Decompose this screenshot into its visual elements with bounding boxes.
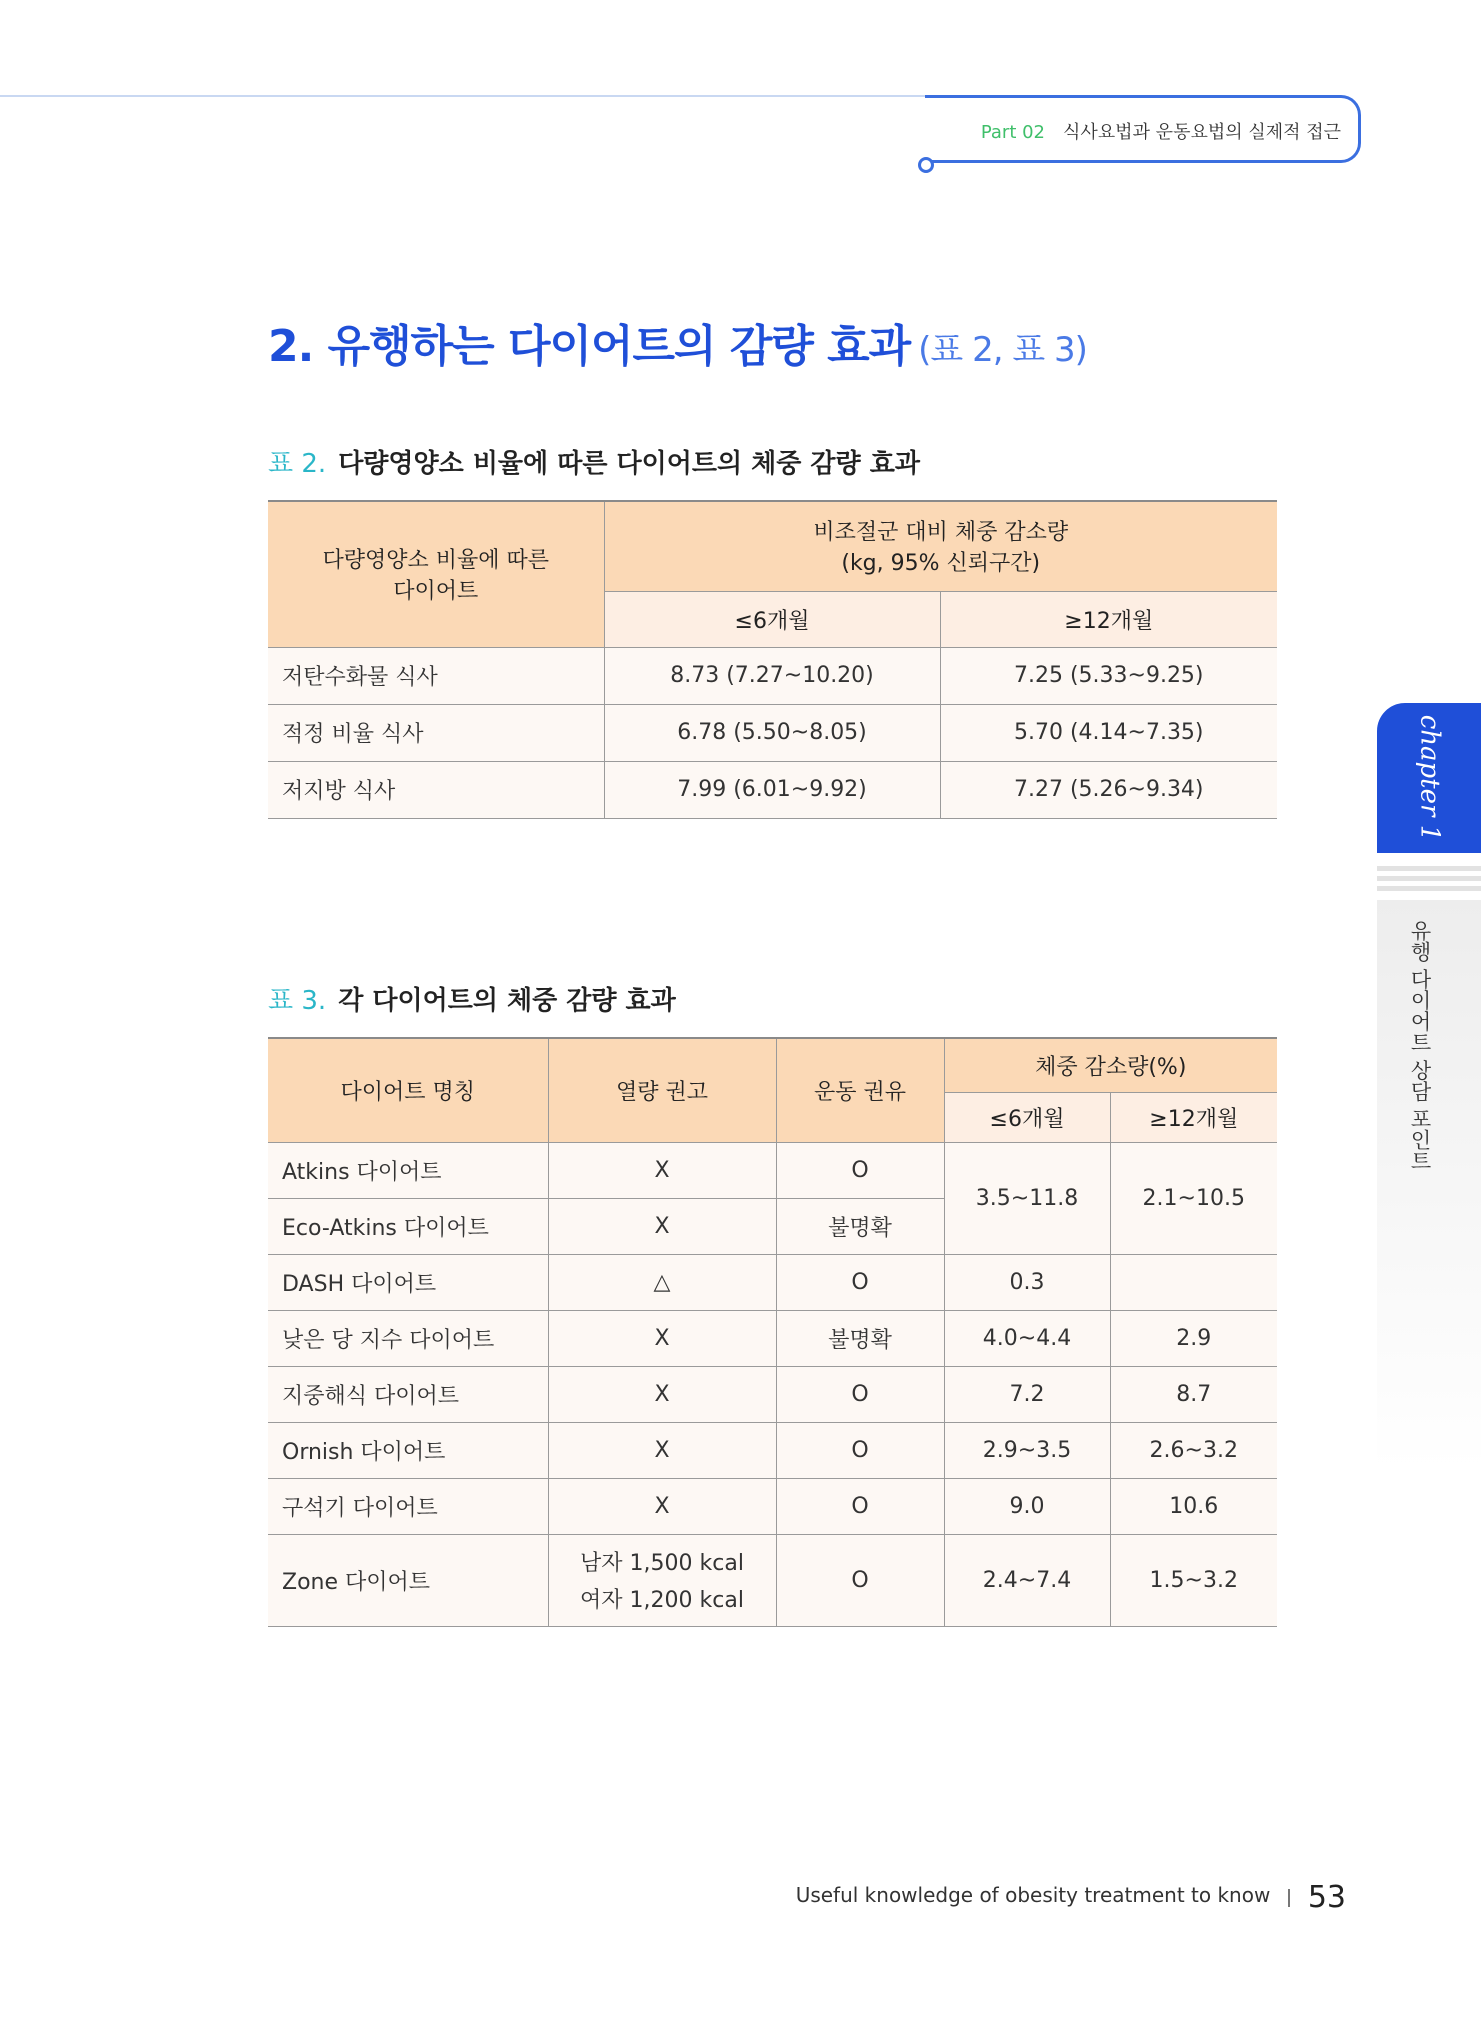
table-row xyxy=(268,647,1277,704)
table3-cell-name: 구석기 다이어트 xyxy=(268,1478,548,1534)
table3-cell-exercise: O xyxy=(776,1142,944,1198)
side-stripe xyxy=(1377,876,1481,881)
table2-cell-diet: 저지방 식사 xyxy=(268,761,604,818)
table3-cell-exercise: 불명확 xyxy=(776,1198,944,1254)
table2-header-loss-line2: (kg, 95% 신뢰구간) xyxy=(841,551,1041,577)
table2-cell-12m: 7.27 (5.26~9.34) xyxy=(940,761,1277,818)
table3-number: 표 3. xyxy=(268,986,327,1016)
table-row xyxy=(268,1366,1277,1422)
table-row xyxy=(268,704,1277,761)
side-section-text: 유행 다이어트 상담 포인트 xyxy=(1408,920,1432,1172)
table3-cell-6m: 2.4~7.4 xyxy=(944,1534,1110,1626)
header-title: 식사요법과 운동요법의 실제적 접근 xyxy=(1063,122,1341,143)
page-footer xyxy=(796,1880,1346,1915)
table2-cell-diet: 저탄수화물 식사 xyxy=(268,647,604,704)
section-title-text: 2. 유행하는 다이어트의 감량 효과 xyxy=(268,321,911,372)
table3-cell-6m: 0.3 xyxy=(944,1254,1110,1310)
table3-cell-6m: 7.2 xyxy=(944,1366,1110,1422)
table2-caption-text: 다량영양소 비율에 따른 다이어트의 체중 감량 효과 xyxy=(338,449,920,479)
footer-divider xyxy=(1288,1889,1290,1907)
table2-cell-12m: 5.70 (4.14~7.35) xyxy=(940,704,1277,761)
chapter-label: chapter 1 xyxy=(1414,714,1444,842)
side-stripe xyxy=(1377,866,1481,871)
table2-cell-diet: 적정 비율 식사 xyxy=(268,704,604,761)
table-row xyxy=(268,1142,1277,1198)
table3-cell-name: DASH 다이어트 xyxy=(268,1254,548,1310)
table-row xyxy=(268,1254,1277,1310)
table3-header-12m: ≥12개월 xyxy=(1110,1092,1277,1142)
table3-cell-6m: 3.5~11.8 xyxy=(944,1142,1110,1254)
table3-cell-12m: 2.1~10.5 xyxy=(1110,1142,1277,1254)
table3-cell-12m: 10.6 xyxy=(1110,1478,1277,1534)
table3-cell-6m: 9.0 xyxy=(944,1478,1110,1534)
table-row xyxy=(268,1310,1277,1366)
page-number: 53 xyxy=(1307,1880,1346,1915)
table-row xyxy=(268,1478,1277,1534)
table2-cell-6m: 8.73 (7.27~10.20) xyxy=(604,647,940,704)
side-section-label xyxy=(1400,920,1440,1170)
table3-cell-exercise: 불명확 xyxy=(776,1310,944,1366)
table3-cell-12m: 1.5~3.2 xyxy=(1110,1534,1277,1626)
table3-caption-text: 각 다이어트의 체중 감량 효과 xyxy=(338,986,676,1016)
running-header xyxy=(981,118,1341,144)
table3-cell-calorie: X xyxy=(548,1310,776,1366)
table3-cell-name: 지중해식 다이어트 xyxy=(268,1366,548,1422)
table2-caption xyxy=(268,443,920,480)
table3-caption xyxy=(268,980,676,1017)
table2-header-diet xyxy=(268,501,604,647)
table2 xyxy=(268,500,1277,819)
table2-number: 표 2. xyxy=(268,449,327,479)
table3-cell-name: Atkins 다이어트 xyxy=(268,1142,548,1198)
table3-cell-calorie xyxy=(548,1534,776,1626)
table3-cell-12m: 2.9 xyxy=(1110,1310,1277,1366)
table3-header-calorie: 열량 권고 xyxy=(548,1038,776,1142)
table3-header-6m: ≤6개월 xyxy=(944,1092,1110,1142)
table3-cell-calorie: X xyxy=(548,1366,776,1422)
table3-cell-12m: 8.7 xyxy=(1110,1366,1277,1422)
side-stripe xyxy=(1377,886,1481,891)
table3-cell-calorie: X xyxy=(548,1142,776,1198)
table2-cell-6m: 6.78 (5.50~8.05) xyxy=(604,704,940,761)
section-title-ref: (표 2, 표 3) xyxy=(918,330,1087,370)
table3-cell-name: 낮은 당 지수 다이어트 xyxy=(268,1310,548,1366)
table3-cell-exercise: O xyxy=(776,1534,944,1626)
table2-cell-12m: 7.25 (5.33~9.25) xyxy=(940,647,1277,704)
table2-header-diet-line1: 다량영양소 비율에 따른 xyxy=(322,548,549,574)
table-row xyxy=(268,1422,1277,1478)
table3-cell-6m: 4.0~4.4 xyxy=(944,1310,1110,1366)
table2-header-loss-line1: 비조절군 대비 체중 감소량 xyxy=(813,520,1069,546)
table2-cell-6m: 7.99 (6.01~9.92) xyxy=(604,761,940,818)
table3-cell-calorie: X xyxy=(548,1198,776,1254)
table3-cell-exercise: O xyxy=(776,1478,944,1534)
table3-cell-calorie: △ xyxy=(548,1254,776,1310)
table3-header-exercise: 운동 권유 xyxy=(776,1038,944,1142)
table3-cell-calorie-line2: 여자 1,200 kcal xyxy=(580,1588,744,1613)
table3-cell-12m xyxy=(1110,1254,1277,1310)
table3-cell-exercise: O xyxy=(776,1254,944,1310)
table2-header-6m: ≤6개월 xyxy=(604,591,940,647)
table3-cell-6m: 2.9~3.5 xyxy=(944,1422,1110,1478)
table3-cell-exercise: O xyxy=(776,1366,944,1422)
section-title xyxy=(268,310,1087,374)
table2-header-12m: ≥12개월 xyxy=(940,591,1277,647)
table2-header-loss xyxy=(604,501,1277,591)
header-part: Part 02 xyxy=(980,122,1046,143)
table3-header-loss: 체중 감소량(%) xyxy=(944,1038,1277,1092)
table3-cell-calorie: X xyxy=(548,1422,776,1478)
table3-cell-12m: 2.6~3.2 xyxy=(1110,1422,1277,1478)
chapter-tab-label xyxy=(1377,703,1481,853)
table3-cell-calorie: X xyxy=(548,1478,776,1534)
table3-header-name: 다이어트 명칭 xyxy=(268,1038,548,1142)
header-dot xyxy=(918,157,934,173)
table3-cell-name: Ornish 다이어트 xyxy=(268,1422,548,1478)
table3-cell-calorie-line1: 남자 1,500 kcal xyxy=(580,1551,744,1576)
table-row xyxy=(268,1534,1277,1626)
footer-text: Useful knowledge of obesity treatment to know xyxy=(795,1883,1271,1907)
table2-header-diet-line2: 다이어트 xyxy=(393,579,479,605)
table3-cell-name: Zone 다이어트 xyxy=(268,1534,548,1626)
table3-cell-name: Eco-Atkins 다이어트 xyxy=(268,1198,548,1254)
table3 xyxy=(268,1037,1277,1627)
table3-cell-exercise: O xyxy=(776,1422,944,1478)
table-row xyxy=(268,761,1277,818)
side-stripes xyxy=(1377,866,1481,896)
